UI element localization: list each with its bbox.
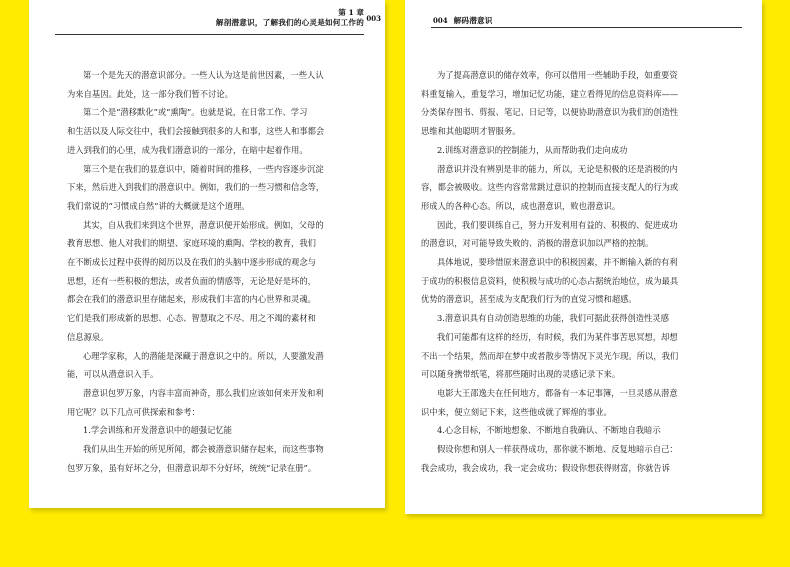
text-line: 第二个是“潜移默化”或“熏陶”。也就是说，在日常工作、学习 — [83, 107, 308, 118]
text-line: 在不断成长过程中获得的阅历以及在我们的头脑中逐步形成的观念与 — [67, 257, 316, 268]
text-line: 教育思想、他人对我们的期望、家庭环境的熏陶、学校的教育，我们 — [67, 238, 316, 249]
text-line: 用它呢？以下几点可供探索和参考： — [67, 406, 200, 417]
text-line: 第三个是在我们的显意识中，随着时间的推移，一些内容逐步沉淀 — [83, 163, 324, 174]
text-line: 容，都会被吸收。这些内容常常跳过意识的控制而直接支配人的行为或 — [421, 182, 679, 193]
text-line: 因此，我们要训练自己，努力开发利用有益的、积极的、促进成功 — [437, 219, 678, 230]
text-line: 料重复输入，重复学习，增加记忆功能，建立看得见的信息资料库—— — [421, 88, 679, 99]
text-line: 第一个是先天的潜意识部分。一些人认为这是前世因素，一些人认 — [83, 70, 324, 80]
text-line: 我会成功，我会成功，我一定会成功；假设你想获得财富，你就告诉 — [421, 462, 670, 473]
left-book-page — [29, 0, 385, 508]
text-line: 的潜意识，对可能导致失败的、消极的潜意识加以严格的控制。 — [421, 238, 654, 249]
header-rule — [431, 27, 742, 28]
text-line: 能，可以从潜意识入手。 — [67, 369, 159, 380]
text-line: 3.潜意识具有自动创造思维的功能，我们可据此获得创造性灵感 — [437, 313, 669, 324]
text-line: 不出一个结果，然而却在梦中或者散步等情况下灵光乍现。所以，我们 — [421, 350, 679, 361]
text-line: 于成功的积极信息资料，使积极与成功的心态占据统治地位，成为最具 — [421, 275, 679, 286]
right-page-header — [433, 16, 493, 26]
right-book-page — [405, 0, 762, 514]
text-line: 它们是我们形成新的思想、心态、智慧取之不尽、用之不竭的素材和 — [67, 313, 316, 324]
text-line: 其实，自从我们来到这个世界，潜意识便开始形成。例如，父母的 — [83, 219, 324, 230]
text-line: 可以随身携带纸笔，将那些随时出现的灵感记录下来。 — [421, 369, 621, 380]
running-title: 解码潜意识 — [453, 16, 493, 25]
text-line: 包罗万象，虽有好坏之分，但潜意识却不分好坏，统统“记录在册”。 — [67, 462, 317, 473]
text-line: 2.训练对潜意识的控制能力，从而帮助我们走向成功 — [437, 144, 628, 155]
text-line: 电影大王邵逸夫在任何地方，都备有一本记事簿，一旦灵感从潜意 — [437, 387, 678, 398]
text-line: 为来自基因。此处，这一部分我们暂不讨论。 — [67, 88, 233, 99]
text-line: 信息源泉。 — [67, 331, 109, 342]
text-line: 思想，还有一些积极的想法，或者负面的情感等，无论是好是坏的， — [67, 275, 316, 286]
text-line: 下来，然后进入到我们的潜意识中。例如，我们的一些习惯和信念等， — [67, 182, 325, 193]
text-line: 心理学家称，人的潜能是深藏于潜意识之中的。所以，人要激发潜 — [83, 350, 324, 361]
left-page-body — [67, 66, 339, 477]
text-line: 形成人的各种心态。所以，成也潜意识，败也潜意识。 — [421, 200, 621, 211]
chapter-subtitle: 解剖潜意识，了解我们的心灵是如何工作的 — [215, 18, 364, 27]
text-line: 和生活以及人际交往中，我们会接触到很多的人和事，这些人和事都会 — [67, 126, 325, 137]
text-line: 为了提高潜意识的储存效率，你可以借用一些辅助手段，如重要资 — [437, 70, 678, 80]
left-page-header — [216, 8, 364, 28]
text-line: 具体地说，要珍惜原来潜意识中的积极因素，并不断输入新的有利 — [437, 257, 678, 268]
text-line: 我们常说的“习惯成自然”讲的大概就是这个道理。 — [67, 200, 250, 211]
text-line: 潜意识并没有辨别是非的能力，所以，无论是积极的还是消极的内 — [437, 163, 678, 174]
left-page-number: 003 — [366, 14, 381, 23]
text-line: 4.心念目标，不断地想象、不断地自我确认、不断地自我暗示 — [437, 425, 661, 436]
text-line: 进入到我们的心里，成为我们潜意识的一部分，在暗中起着作用。 — [67, 144, 308, 155]
text-line: 假设你想和别人一样获得成功，那你就不断地、反复地暗示自己： — [437, 444, 678, 455]
header-rule — [55, 34, 364, 35]
text-line: 我们可能都有这样的经历，有时候，我们为某件事苦思冥想，却想 — [437, 331, 678, 342]
text-line: 1.学会训练和开发潜意识中的超强记忆能 — [83, 425, 232, 436]
chapter-label: 第 1 章 — [338, 8, 364, 17]
text-line: 分类保存图书、剪报、笔记、日记等，以便协助潜意识为我们的创造性 — [421, 107, 679, 118]
text-line: 潜意识包罗万象，内容丰富而神奇，那么我们应该如何来开发和利 — [83, 387, 324, 398]
text-line: 思维和其他聪明才智服务。 — [421, 126, 521, 137]
text-line: 我们从出生开始的所见所闻，都会被潜意识储存起来，而这些事物 — [83, 444, 324, 455]
text-line: 优势的潜意识，甚至成为支配我们行为的直觉习惯和超感。 — [421, 294, 637, 305]
right-page-body — [421, 66, 727, 477]
text-line: 识中来，便立刻记下来，这些他成就了辉煌的事业。 — [421, 406, 612, 417]
right-page-number: 004 — [433, 16, 448, 25]
text-line: 都会在我们的潜意识里存储起来，形成我们丰富的内心世界和灵魂。 — [67, 294, 316, 305]
